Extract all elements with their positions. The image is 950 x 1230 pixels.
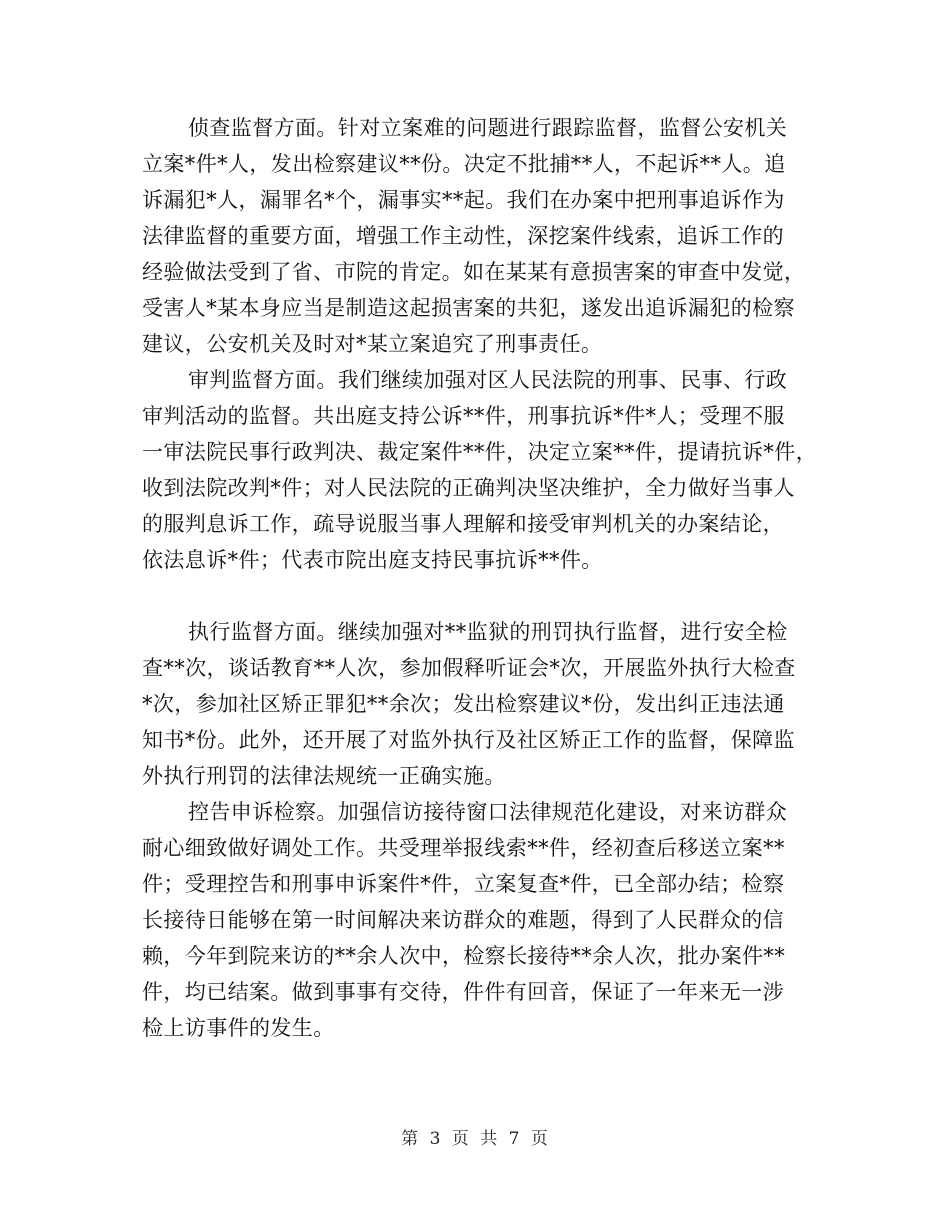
text-line: 控告申诉检察。加强信访接待窗口法律规范化建设，对来访群众 <box>188 800 788 824</box>
text-line: 审判活动的监督。共出庭支持公诉**件，刑事抗诉*件*人；受理不服 <box>142 404 785 428</box>
footer-prefix: 第 <box>401 1129 420 1149</box>
footer-suffix: 页 <box>530 1129 549 1149</box>
text-line <box>142 578 814 614</box>
text-line: 检上访事件的发生。 <box>142 1016 335 1040</box>
document-body <box>142 110 818 1046</box>
text-line: 经验做法受到了省、市院的肯定。如在某某有意损害案的审查中发觉， <box>142 260 806 284</box>
paragraph-execution-supervision <box>142 614 814 794</box>
paragraph-investigation-supervision <box>142 110 814 362</box>
footer-total-word: 共 <box>480 1129 499 1149</box>
paragraph-complaint-procuratorate <box>142 794 814 1046</box>
text-line: 执行监督方面。继续加强对**监狱的刑罚执行监督，进行安全检 <box>188 620 788 644</box>
text-line: *次，参加社区矫正罪犯**余次；发出检察建议*份，发出纠正违法通 <box>142 692 785 716</box>
text-line: 外执行刑罚的法律法规统一正确实施。 <box>142 764 506 788</box>
text-line: 受害人*某本身应当是制造这起损害案的共犯，遂发出追诉漏犯的检察 <box>142 296 795 320</box>
text-line: 收到法院改判*件；对人民法院的正确判决坚决维护，全力做好当事人 <box>142 476 795 500</box>
text-line: 诉漏犯*人，漏罪名*个，漏事实**起。我们在办案中把刑事追诉作为 <box>142 188 785 212</box>
text-line: 一审法院民事行政判决、裁定案件**件，决定立案**件，提请抗诉*件， <box>142 440 818 464</box>
paragraph-trial-supervision <box>142 362 818 614</box>
total-page-count: 7 <box>508 1129 521 1149</box>
text-line: 审判监督方面。我们继续加强对区人民法院的刑事、民事、行政 <box>188 368 788 392</box>
page-number-footer <box>0 1124 950 1149</box>
current-page-number: 3 <box>429 1129 442 1149</box>
text-line: 依法息诉*件；代表市院出庭支持民事抗诉**件。 <box>142 548 603 572</box>
text-line: 耐心细致做好调处工作。共受理举报线索**件，经初查后移送立案** <box>142 836 785 860</box>
text-line: 立案*件*人，发出检察建议**份。决定不批捕**人，不起诉**人。追 <box>142 152 786 176</box>
text-line: 侦查监督方面。针对立案难的问题进行跟踪监督，监督公安机关 <box>188 116 788 140</box>
text-line: 建议，公安机关及时对*某立案追究了刑事责任。 <box>142 332 603 356</box>
text-line: 赖，今年到院来访的**余人次中，检察长接待**余人次，批办案件** <box>142 944 786 968</box>
text-line: 的服判息诉工作，疏导说服当事人理解和接受审判机关的办案结论， <box>142 512 784 536</box>
text-line: 查**次，谈话教育**人次，参加假释听证会*次，开展监外执行大检查 <box>142 656 796 680</box>
text-line: 知书*份。此外，还开展了对监外执行及社区矫正工作的监督，保障监 <box>142 728 795 752</box>
footer-page-word: 页 <box>451 1129 470 1149</box>
text-line: 法律监督的重要方面，增强工作主动性，深挖案件线索，追诉工作的 <box>142 224 784 248</box>
text-line: 件；受理控告和刑事申诉案件*件，立案复查*件，已全部办结；检察 <box>142 872 785 896</box>
text-line: 件，均已结案。做到事事有交待，件件有回音，保证了一年来无一涉 <box>142 980 784 1004</box>
text-line: 长接待日能够在第一时间解决来访群众的难题，得到了人民群众的信 <box>142 908 784 932</box>
